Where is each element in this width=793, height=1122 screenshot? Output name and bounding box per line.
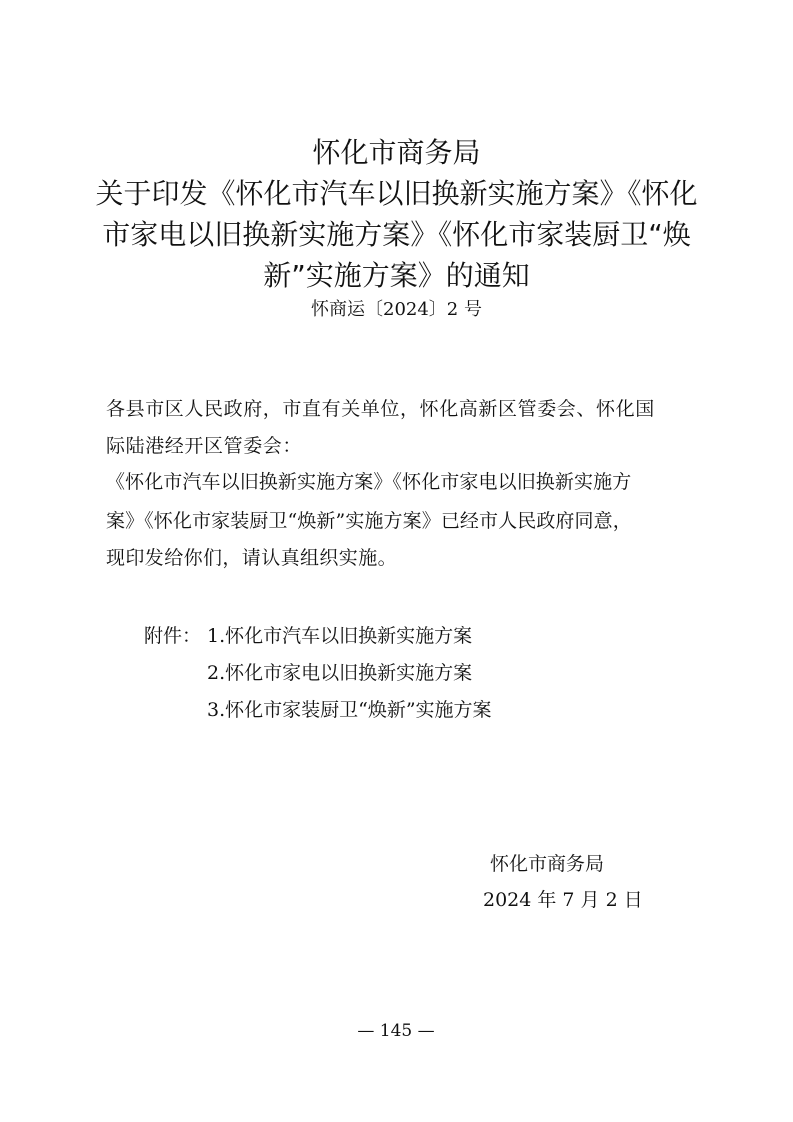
body-line-1: 《怀化市汽车以旧换新实施方案》《怀化市家电以旧换新实施方 [106, 471, 632, 493]
signature-issuer: 怀化市商务局 [490, 853, 605, 875]
body-line-2: 案》《怀化市家装厨卫“焕新”实施方案》已经市人民政府同意， [106, 510, 632, 532]
attachment-item-3: 3.怀化市家装厨卫“焕新”实施方案 [207, 699, 492, 721]
title-line-4: 新”实施方案》的通知 [263, 259, 530, 292]
title-line-3: 市家电以旧换新实施方案》《怀化市家装厨卫“焕 [102, 218, 691, 251]
title-line-2: 关于印发《怀化市汽车以旧换新实施方案》《怀化 [95, 177, 698, 210]
page-number: — 145 — [357, 1021, 435, 1041]
attachment-item-2: 2.怀化市家电以旧换新实施方案 [207, 662, 473, 684]
attachment-item-1: 1.怀化市汽车以旧换新实施方案 [207, 625, 473, 647]
issue-date: 2024 年 7 月 2 日 [483, 889, 643, 911]
body-line-3: 现印发给你们，请认真组织实施。 [106, 547, 398, 569]
attachments-label: 附件： [144, 625, 202, 647]
document-title [80, 132, 713, 296]
document-number: 怀商运〔2024〕2 号 [311, 299, 482, 320]
title-line-issuer: 怀化市商务局 [312, 136, 481, 169]
addressee-line-1: 各县市区人民政府，市直有关单位，怀化高新区管委会、怀化国 [106, 398, 655, 420]
addressee-line-2: 际陆港经开区管委会： [106, 435, 303, 457]
